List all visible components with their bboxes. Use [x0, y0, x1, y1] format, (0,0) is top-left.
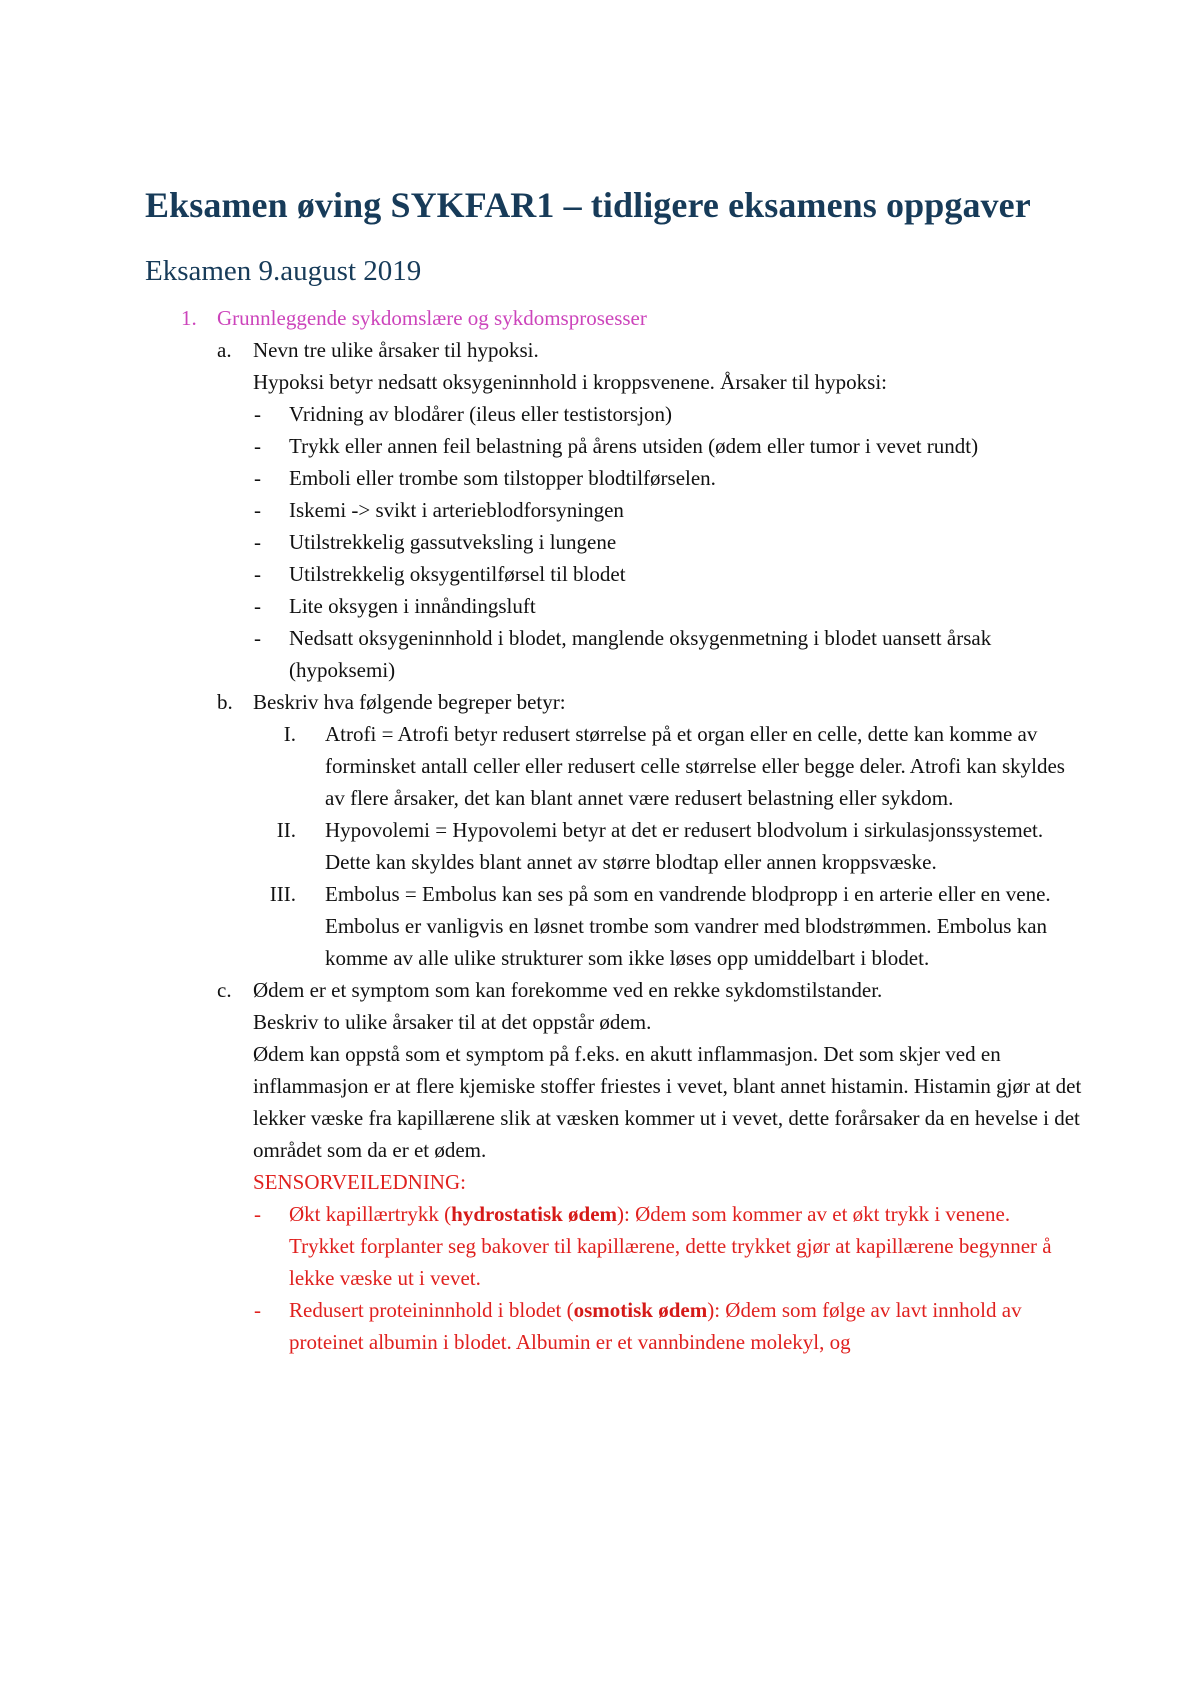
list-item: [145, 494, 1075, 526]
roman-marker: II.: [276, 818, 296, 842]
question-b: [145, 686, 1075, 718]
term-item: [145, 718, 1075, 814]
document-title: Eksamen øving SYKFAR1 – tidligere eksamens oppgaver: [145, 185, 1031, 225]
list-item-text: Nedsatt oksygeninnhold i blodet, manglende oksygenmetning i blodet uansett årsak (hypoksemi): [289, 626, 992, 682]
section-number: 1.: [181, 306, 197, 330]
dash-marker: -: [254, 594, 261, 618]
list-item-text: Trykk eller annen feil belastning på årens utsiden (ødem eller tumor i vevet rundt): [289, 434, 979, 458]
section-title: Grunnleggende sykdomslære og sykdomsprosesser: [217, 306, 647, 330]
question-b-text: Beskriv hva følgende begreper betyr:: [253, 690, 566, 714]
section-heading: [145, 302, 1075, 334]
list-item-text: Emboli eller trombe som tilstopper blodtilførselen.: [289, 466, 716, 490]
sensor-item-post: ): Ødem som følge av lavt innhold av proteinet albumin i blodet. Albumin er et vannbindene molekyl, og: [289, 1298, 1022, 1354]
roman-marker: III.: [269, 882, 296, 906]
dash-marker: -: [254, 1202, 261, 1226]
question-a: [145, 334, 1075, 366]
exam-subtitle: Eksamen 9.august 2019: [145, 255, 422, 287]
question-c-answer: Ødem kan oppstå som et symptom på f.eks. en akutt inflammasjon. Det som skjer ved en inflammasjon er at flere kjemiske stoffer friestes i vevet, blant annet histamin. Histamin gjør at det lekker væske fra kapillærene slik at væsken kommer ut i vevet, dette forårsaker da en hevelse i det området som da er et ødem.: [253, 1042, 1082, 1162]
sensor-item-term: osmotisk ødem: [573, 1298, 708, 1322]
sensor-item: [145, 1294, 1079, 1358]
list-item-text: Utilstrekkelig oksygentilførsel til blodet: [289, 562, 626, 586]
list-item-text: Iskemi -> svikt i arterieblodforsyningen: [289, 498, 624, 522]
list-item: [145, 622, 1079, 686]
roman-marker: I.: [283, 722, 296, 746]
dash-marker: -: [254, 466, 261, 490]
list-item-text: Utilstrekkelig gassutveksling i lungene: [289, 530, 617, 554]
dash-marker: -: [254, 498, 261, 522]
term-item: [145, 814, 1075, 878]
list-item: [145, 526, 1075, 558]
question-c-marker: c.: [217, 978, 232, 1002]
question-b-marker: b.: [217, 690, 233, 714]
dash-marker: -: [254, 562, 261, 586]
dash-marker: -: [254, 530, 261, 554]
dash-marker: -: [254, 402, 261, 426]
list-item: [145, 398, 1075, 430]
sensor-item-pre: Redusert proteininnhold i blodet (: [289, 1298, 574, 1322]
sensor-item-term: hydrostatisk ødem: [451, 1202, 618, 1226]
question-a-text: Nevn tre ulike årsaker til hypoksi.: [253, 338, 539, 362]
list-item: [145, 590, 1075, 622]
term-item: [145, 878, 1075, 974]
question-c-text-2: Beskriv to ulike årsaker til at det oppstår ødem.: [253, 1010, 652, 1034]
question-c-text-1: Ødem er et symptom som kan forekomme ved en rekke sykdomstilstander.: [253, 978, 883, 1002]
question-a-marker: a.: [217, 338, 232, 362]
sensor-item: [145, 1198, 1079, 1294]
term-text: Atrofi = Atrofi betyr redusert størrelse på et organ eller en celle, dette kan komme av forminsket antall celler eller redusert celle størrelse eller begge deler. Atrofi kan skyldes av flere årsaker, det kan blant annet være redusert belastning eller sykdom.: [325, 722, 1065, 810]
list-item-text: Vridning av blodårer (ileus eller testistorsjon): [289, 402, 673, 426]
dash-marker: -: [254, 1298, 261, 1322]
list-item-text: Lite oksygen i innåndingsluft: [289, 594, 536, 618]
dash-marker: -: [254, 434, 261, 458]
dash-marker: -: [254, 626, 261, 650]
sensor-item-post: ): Ødem som kommer av et økt trykk i venene. Trykket forplanter seg bakover til kapillærene, dette trykket gjør at kapillærene begynner å lekke væske ut i vevet.: [289, 1202, 1052, 1290]
list-item: [145, 558, 1075, 590]
document-content: [145, 178, 1082, 1358]
question-a-intro: Hypoksi betyr nedsatt oksygeninnhold i kroppsvenene. Årsaker til hypoksi:: [253, 370, 887, 394]
sensor-heading: SENSORVEILEDNING:: [253, 1170, 466, 1194]
list-item: [145, 462, 1075, 494]
term-text: Embolus = Embolus kan ses på som en vandrende blodpropp i en arterie eller en vene. Embolus er vanligvis en løsnet trombe som vandrer med blodstrømmen. Embolus kan komme av alle ulike strukturer som ikke løses opp umiddelbart i blodet.: [325, 882, 1051, 970]
question-c: [145, 974, 1075, 1006]
list-item: [145, 430, 1079, 462]
sensor-item-pre: Økt kapillærtrykk (: [289, 1202, 452, 1226]
term-text: Hypovolemi = Hypovolemi betyr at det er redusert blodvolum i sirkulasjonssystemet. Dette kan skyldes blant annet av større blodtap eller annen kroppsvæske.: [325, 818, 1044, 874]
